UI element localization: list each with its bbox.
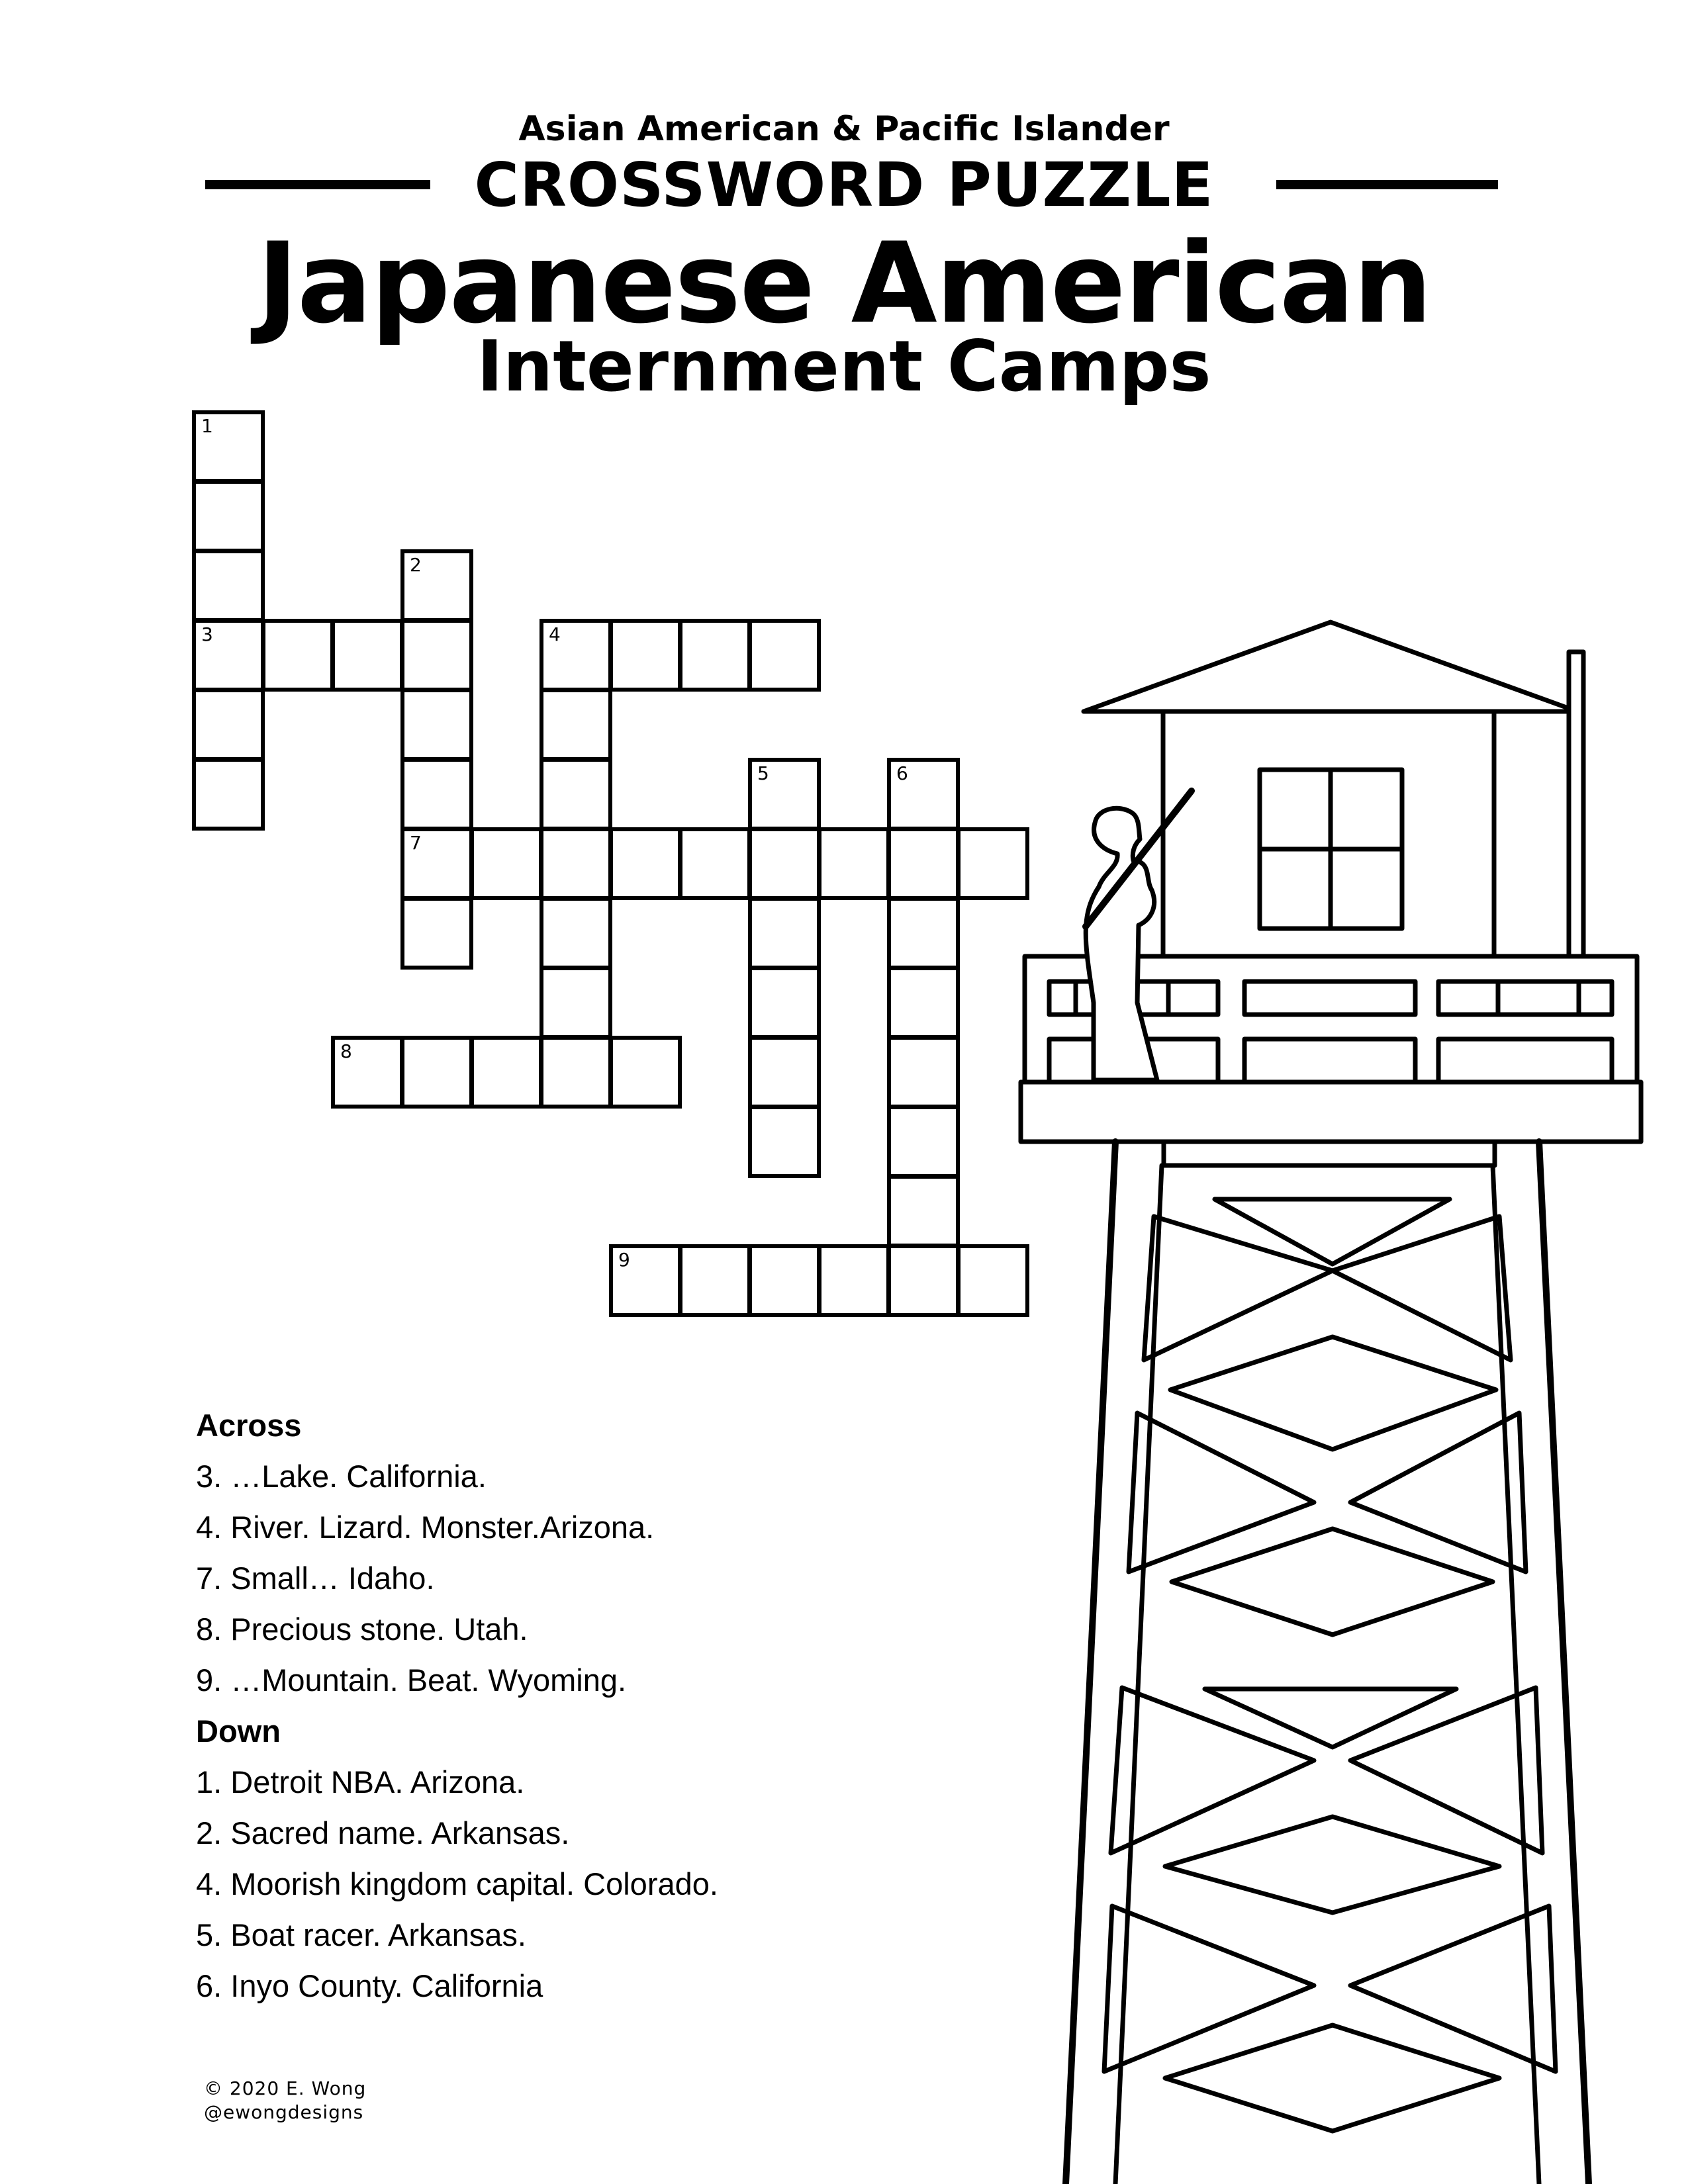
window-icon <box>1260 770 1402 929</box>
across-clue-9: 9. …Mountain. Beat. Wyoming. <box>196 1662 627 1698</box>
flagpole <box>1569 652 1583 956</box>
down-clue-4: 4. Moorish kingdom capital. Colorado. <box>196 1866 718 1901</box>
down-clue-6: 6. Inyo County. California <box>196 1968 543 2003</box>
clue-number: 4 <box>549 623 561 645</box>
down-heading: Down <box>196 1713 281 1749</box>
across-clue-4: 4. River. Lizard. Monster.Arizona. <box>196 1510 655 1545</box>
puzzle-kicker: CROSSWORD PUZZLE <box>474 150 1214 220</box>
down-clue-2: 2. Sacred name. Arkansas. <box>196 1815 570 1850</box>
across-clue-8: 8. Precious stone. Utah. <box>196 1612 528 1647</box>
clue-number: 3 <box>201 623 213 645</box>
page-title-line-2: Internment Camps <box>477 326 1211 407</box>
across-clue-3: 3. …Lake. California. <box>196 1459 487 1494</box>
tower-cross-bracing <box>1104 1199 1556 2131</box>
down-clue-1: 1. Detroit NBA. Arizona. <box>196 1764 525 1799</box>
clue-number: 9 <box>618 1249 630 1271</box>
down-clue-5: 5. Boat racer. Arkansas. <box>196 1917 526 1952</box>
clue-number: 1 <box>201 415 213 437</box>
across-heading: Across <box>196 1408 302 1443</box>
clue-number: 8 <box>340 1040 352 1062</box>
puzzle-subtitle: Asian American & Pacific Islander <box>518 109 1170 149</box>
credit-block <box>204 2077 366 2124</box>
copyright-text: © 2020 E. Wong <box>204 2077 367 2099</box>
clue-list <box>196 1400 990 2011</box>
across-clue-7: 7. Small… Idaho. <box>196 1561 435 1596</box>
clue-number: 5 <box>757 762 769 784</box>
clue-number: 2 <box>410 554 422 576</box>
clue-number: 7 <box>410 832 422 854</box>
author-handle: @ewongdesigns <box>204 2101 364 2123</box>
page-title: Japanese American <box>257 218 1431 348</box>
clue-number: 6 <box>896 762 908 784</box>
